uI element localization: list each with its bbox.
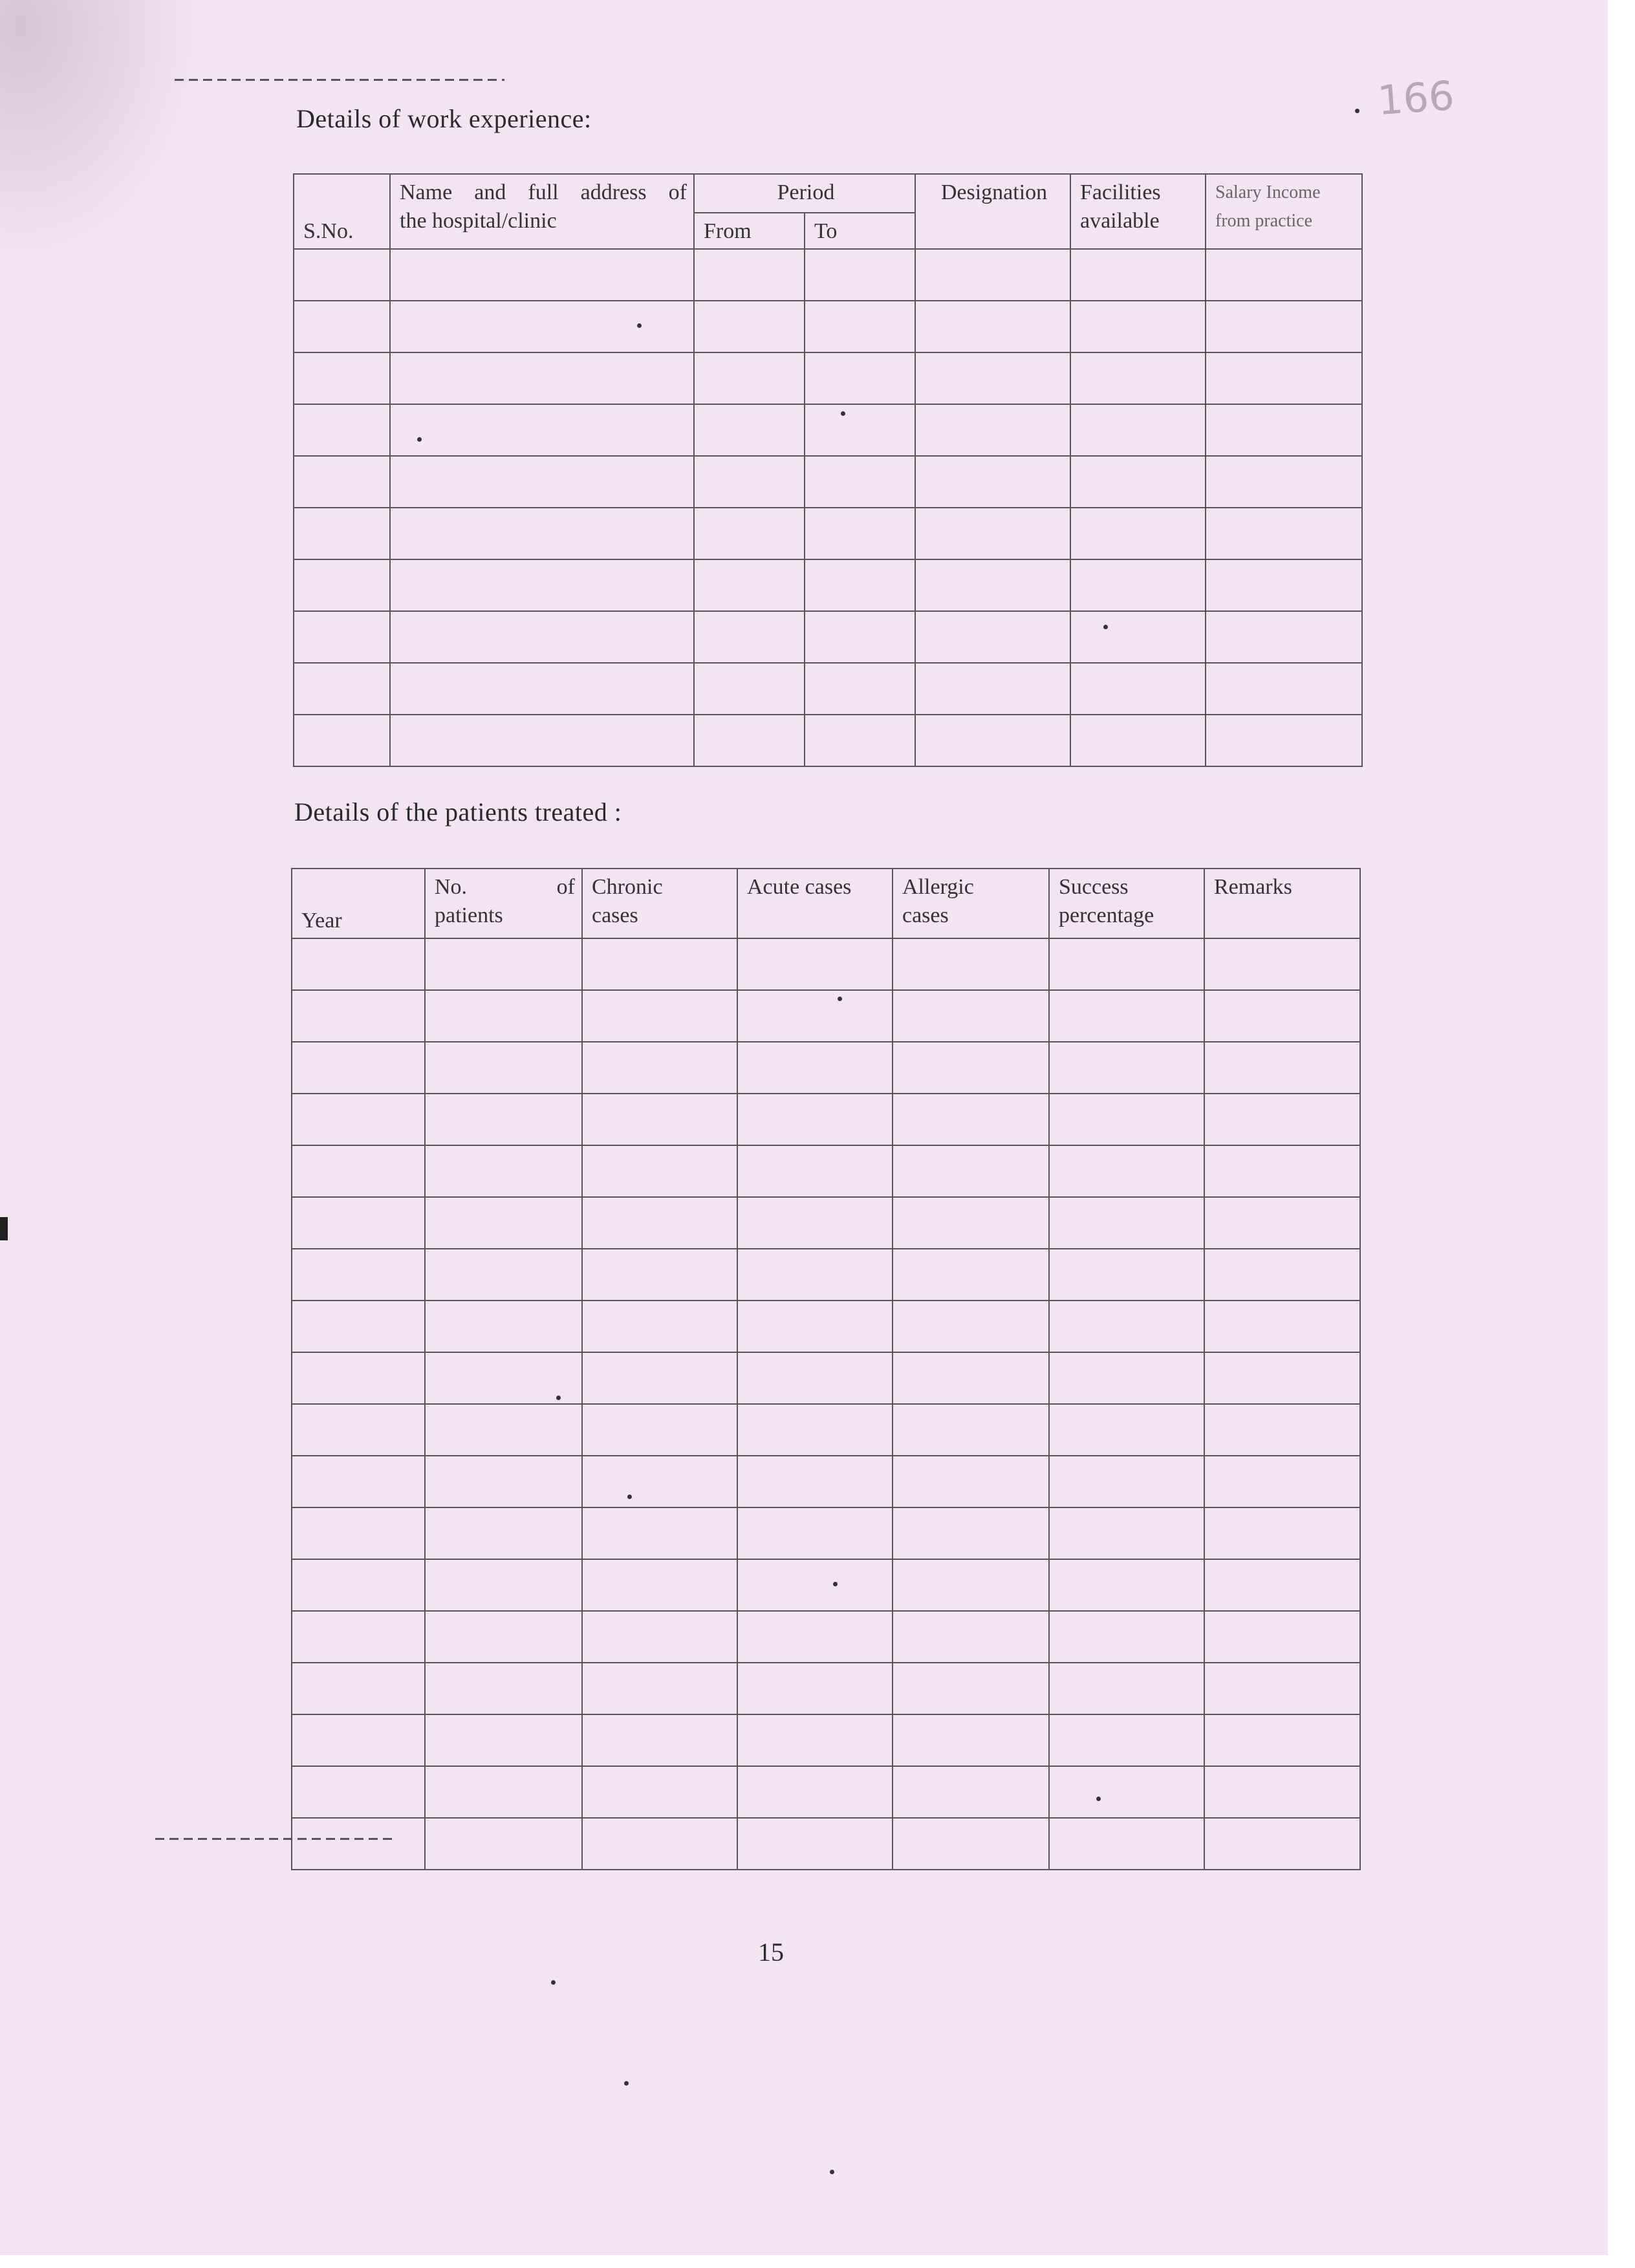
scan-speck (627, 1495, 632, 1499)
blank-entry-cell[interactable] (292, 1611, 425, 1663)
blank-entry-cell[interactable] (915, 404, 1070, 456)
blank-entry-cell[interactable] (694, 663, 805, 715)
blank-entry-cell[interactable] (893, 1094, 1049, 1145)
blank-entry-cell[interactable] (582, 1714, 737, 1766)
section-heading-work-experience: Details of work experience: (296, 104, 592, 133)
header-designation-label: Designation (940, 180, 1048, 204)
blank-entry-cell[interactable] (294, 352, 390, 404)
blank-entry-cell[interactable] (292, 1301, 425, 1352)
blank-entry-cell[interactable] (694, 559, 805, 611)
table-row (294, 508, 1362, 559)
blank-entry-cell[interactable] (1049, 1818, 1204, 1870)
table-row (292, 1352, 1360, 1404)
blank-entry-cell[interactable] (805, 301, 915, 352)
blank-entry-cell[interactable] (425, 1042, 582, 1094)
blank-entry-cell[interactable] (294, 663, 390, 715)
table-row (294, 663, 1362, 715)
scan-speck (841, 411, 845, 416)
header-to-label: To (814, 219, 838, 243)
blank-entry-cell[interactable] (582, 1301, 737, 1352)
blank-entry-cell[interactable] (390, 352, 694, 404)
blank-entry-cell[interactable] (425, 1559, 582, 1611)
scan-speck (637, 323, 642, 328)
blank-entry-cell[interactable] (694, 456, 805, 508)
table-row (292, 1611, 1360, 1663)
blank-entry-cell[interactable] (1070, 663, 1206, 715)
blank-entry-cell[interactable] (1204, 1404, 1360, 1456)
table-row (292, 1249, 1360, 1301)
blank-entry-cell[interactable] (292, 1404, 425, 1456)
header-success (1049, 869, 1204, 938)
blank-entry-cell[interactable] (805, 456, 915, 508)
blank-entry-cell[interactable] (805, 611, 915, 663)
blank-entry-cell[interactable] (1049, 1611, 1204, 1663)
blank-entry-cell[interactable] (694, 404, 805, 456)
blank-entry-cell[interactable] (1206, 611, 1362, 663)
blank-entry-cell[interactable] (294, 611, 390, 663)
blank-entry-cell[interactable] (292, 1714, 425, 1766)
blank-entry-cell[interactable] (1070, 249, 1206, 301)
blank-entry-cell[interactable] (915, 456, 1070, 508)
blank-entry-cell[interactable] (292, 1507, 425, 1559)
blank-entry-cell[interactable] (1204, 1352, 1360, 1404)
blank-entry-cell[interactable] (737, 1197, 893, 1249)
blank-entry-cell[interactable] (1206, 559, 1362, 611)
blank-entry-cell[interactable] (1204, 938, 1360, 990)
blank-entry-cell[interactable] (805, 663, 915, 715)
blank-entry-cell[interactable] (1204, 1094, 1360, 1145)
blank-entry-cell[interactable] (893, 1249, 1049, 1301)
blank-entry-cell[interactable] (1204, 1042, 1360, 1094)
header-success-line1: Success (1059, 875, 1129, 899)
blank-entry-cell[interactable] (694, 611, 805, 663)
blank-entry-cell[interactable] (1204, 1714, 1360, 1766)
blank-entry-cell[interactable] (425, 1145, 582, 1197)
header-facilities (1070, 174, 1206, 249)
blank-entry-cell[interactable] (893, 1714, 1049, 1766)
patients-treated-table (291, 868, 1361, 1870)
blank-entry-cell[interactable] (737, 1404, 893, 1456)
header-salary-line2: from practice (1215, 211, 1313, 231)
blank-entry-cell[interactable] (737, 1714, 893, 1766)
table-row (292, 1663, 1360, 1714)
scan-margin-right (1608, 0, 1635, 2268)
table-row (292, 1094, 1360, 1145)
blank-entry-cell[interactable] (1206, 663, 1362, 715)
blank-entry-cell[interactable] (737, 1818, 893, 1870)
blank-entry-cell[interactable] (893, 1301, 1049, 1352)
blank-entry-cell[interactable] (1049, 1145, 1204, 1197)
blank-entry-cell[interactable] (1206, 456, 1362, 508)
blank-entry-cell[interactable] (1070, 352, 1206, 404)
blank-entry-cell[interactable] (737, 1249, 893, 1301)
table-row (292, 1766, 1360, 1818)
scan-margin-bottom (0, 2255, 1635, 2268)
blank-entry-cell[interactable] (582, 990, 737, 1042)
blank-entry-cell[interactable] (390, 249, 694, 301)
blank-entry-cell[interactable] (1070, 456, 1206, 508)
blank-entry-cell[interactable] (694, 249, 805, 301)
blank-entry-cell[interactable] (390, 715, 694, 766)
scan-speck (624, 2081, 629, 2086)
header-remarks-label: Remarks (1214, 875, 1292, 899)
blank-entry-cell[interactable] (1204, 990, 1360, 1042)
blank-entry-cell[interactable] (425, 1766, 582, 1818)
table-row (292, 990, 1360, 1042)
blank-entry-cell[interactable] (1206, 249, 1362, 301)
header-year-label: Year (301, 909, 342, 933)
blank-entry-cell[interactable] (425, 1818, 582, 1870)
blank-entry-cell[interactable] (294, 508, 390, 559)
header-allergic-line1: Allergic (902, 875, 974, 899)
blank-entry-cell[interactable] (582, 1766, 737, 1818)
blank-entry-cell[interactable] (425, 1094, 582, 1145)
handwritten-page-note: 166 (1376, 71, 1456, 125)
blank-entry-cell[interactable] (582, 1404, 737, 1456)
header-chronic-line2: cases (592, 903, 638, 927)
blank-entry-cell[interactable] (737, 1301, 893, 1352)
blank-entry-cell[interactable] (915, 508, 1070, 559)
table-row (292, 1714, 1360, 1766)
table-row (292, 1042, 1360, 1094)
blank-entry-cell[interactable] (1070, 559, 1206, 611)
blank-entry-cell[interactable] (425, 938, 582, 990)
blank-entry-cell[interactable] (294, 559, 390, 611)
blank-entry-cell[interactable] (292, 1094, 425, 1145)
header-name-address-line1: Name and full address of (400, 180, 687, 204)
blank-entry-cell[interactable] (805, 249, 915, 301)
blank-entry-cell[interactable] (1204, 1507, 1360, 1559)
table-row (294, 611, 1362, 663)
blank-entry-cell[interactable] (582, 1663, 737, 1714)
blank-entry-cell[interactable] (1049, 1352, 1204, 1404)
scan-speck (1103, 625, 1108, 629)
blank-entry-cell[interactable] (425, 1404, 582, 1456)
header-facilities-line2: available (1080, 209, 1160, 233)
blank-entry-cell[interactable] (893, 1663, 1049, 1714)
table-row (292, 1301, 1360, 1352)
blank-entry-cell[interactable] (805, 404, 915, 456)
blank-entry-cell[interactable] (1049, 1507, 1204, 1559)
blank-entry-cell[interactable] (1204, 1249, 1360, 1301)
blank-entry-cell[interactable] (915, 301, 1070, 352)
scan-speck (830, 2170, 834, 2174)
scan-speck (838, 997, 842, 1001)
blank-entry-cell[interactable] (390, 456, 694, 508)
blank-entry-cell[interactable] (805, 559, 915, 611)
blank-entry-cell[interactable] (425, 1249, 582, 1301)
table-row (292, 1559, 1360, 1611)
blank-entry-cell[interactable] (1204, 1559, 1360, 1611)
blank-entry-cell[interactable] (893, 1352, 1049, 1404)
blank-entry-cell[interactable] (1049, 1197, 1204, 1249)
blank-entry-cell[interactable] (294, 715, 390, 766)
blank-entry-cell[interactable] (425, 1663, 582, 1714)
blank-entry-cell[interactable] (893, 1818, 1049, 1870)
blank-entry-cell[interactable] (805, 352, 915, 404)
blank-entry-cell[interactable] (582, 1094, 737, 1145)
work-header-row (294, 174, 1362, 213)
blank-entry-cell[interactable] (292, 938, 425, 990)
blank-entry-cell[interactable] (805, 715, 915, 766)
scan-shadow (0, 0, 207, 272)
blank-entry-cell[interactable] (737, 1352, 893, 1404)
blank-entry-cell[interactable] (582, 1507, 737, 1559)
blank-entry-cell[interactable] (292, 1352, 425, 1404)
blank-entry-cell[interactable] (1049, 1559, 1204, 1611)
blank-entry-cell[interactable] (694, 301, 805, 352)
blank-entry-cell[interactable] (1049, 1663, 1204, 1714)
table-row (292, 1197, 1360, 1249)
blank-entry-cell[interactable] (737, 1042, 893, 1094)
header-acute (737, 869, 893, 938)
header-name-address (390, 174, 694, 249)
blank-entry-cell[interactable] (425, 1714, 582, 1766)
blank-entry-cell[interactable] (1070, 301, 1206, 352)
work-table-body (294, 249, 1362, 766)
blank-entry-cell[interactable] (1204, 1663, 1360, 1714)
header-salary-line1: Salary Income (1215, 182, 1321, 202)
scan-speck (556, 1396, 561, 1400)
header-year (292, 869, 425, 938)
blank-entry-cell[interactable] (582, 1042, 737, 1094)
header-to (805, 213, 915, 249)
header-chronic-line1: Chronic (592, 875, 663, 899)
blank-entry-cell[interactable] (1049, 1456, 1204, 1507)
blank-entry-cell[interactable] (1049, 938, 1204, 990)
scan-speck (417, 437, 422, 442)
blank-entry-cell[interactable] (1049, 1766, 1204, 1818)
blank-entry-cell[interactable] (1206, 404, 1362, 456)
header-num-patients (425, 869, 582, 938)
scan-speck (1096, 1797, 1101, 1801)
work-experience-table (293, 173, 1363, 767)
blank-entry-cell[interactable] (893, 1197, 1049, 1249)
blank-entry-cell[interactable] (1204, 1197, 1360, 1249)
blank-entry-cell[interactable] (893, 1507, 1049, 1559)
blank-entry-cell[interactable] (1206, 301, 1362, 352)
table-row (292, 1456, 1360, 1507)
blank-entry-cell[interactable] (582, 1456, 737, 1507)
blank-entry-cell[interactable] (737, 1145, 893, 1197)
blank-entry-cell[interactable] (582, 1559, 737, 1611)
blank-entry-cell[interactable] (1206, 352, 1362, 404)
header-period-label: Period (777, 180, 835, 204)
blank-entry-cell[interactable] (1070, 611, 1206, 663)
blank-entry-cell[interactable] (292, 1559, 425, 1611)
blank-entry-cell[interactable] (582, 1145, 737, 1197)
blank-entry-cell[interactable] (1049, 1301, 1204, 1352)
blank-entry-cell[interactable] (893, 1042, 1049, 1094)
blank-entry-cell[interactable] (582, 1197, 737, 1249)
blank-entry-cell[interactable] (1204, 1301, 1360, 1352)
blank-entry-cell[interactable] (893, 1456, 1049, 1507)
scan-speck (833, 1582, 838, 1586)
blank-entry-cell[interactable] (1049, 1714, 1204, 1766)
blank-entry-cell[interactable] (893, 1766, 1049, 1818)
blank-entry-cell[interactable] (582, 1611, 737, 1663)
blank-entry-cell[interactable] (915, 559, 1070, 611)
blank-entry-cell[interactable] (294, 404, 390, 456)
blank-entry-cell[interactable] (1049, 1249, 1204, 1301)
header-allergic (893, 869, 1049, 938)
table-row (294, 715, 1362, 766)
blank-entry-cell[interactable] (425, 990, 582, 1042)
blank-entry-cell[interactable] (1049, 1042, 1204, 1094)
blank-entry-cell[interactable] (737, 938, 893, 990)
blank-entry-cell[interactable] (737, 1611, 893, 1663)
blank-entry-cell[interactable] (582, 1249, 737, 1301)
table-row (294, 456, 1362, 508)
blank-entry-cell[interactable] (425, 1456, 582, 1507)
blank-entry-cell[interactable] (1204, 1818, 1360, 1870)
scan-edge-mark (0, 1217, 8, 1240)
blank-entry-cell[interactable] (1049, 1094, 1204, 1145)
blank-entry-cell[interactable] (1204, 1766, 1360, 1818)
header-sno (294, 174, 390, 249)
scan-speck (551, 1980, 556, 1985)
blank-entry-cell[interactable] (893, 990, 1049, 1042)
blank-entry-cell[interactable] (292, 990, 425, 1042)
blank-entry-cell[interactable] (694, 715, 805, 766)
header-num-patients-line2: patients (435, 903, 503, 927)
blank-entry-cell[interactable] (737, 1559, 893, 1611)
header-acute-label: Acute cases (747, 875, 852, 899)
blank-entry-cell[interactable] (390, 508, 694, 559)
blank-entry-cell[interactable] (893, 1559, 1049, 1611)
blank-entry-cell[interactable] (893, 1611, 1049, 1663)
blank-entry-cell[interactable] (425, 1301, 582, 1352)
table-row (294, 249, 1362, 301)
blank-entry-cell[interactable] (390, 663, 694, 715)
header-sno-label: S.No. (303, 219, 354, 243)
header-name-address-line2: the hospital/clinic (400, 209, 557, 233)
blank-entry-cell[interactable] (694, 508, 805, 559)
blank-entry-cell[interactable] (292, 1042, 425, 1094)
header-facilities-line1: Facilities (1080, 180, 1161, 204)
table-row (294, 301, 1362, 352)
page-number: 15 (758, 1938, 784, 1967)
blank-entry-cell[interactable] (1206, 715, 1362, 766)
blank-entry-cell[interactable] (737, 990, 893, 1042)
blank-entry-cell[interactable] (893, 1145, 1049, 1197)
scan-artifact-line (175, 79, 504, 81)
blank-entry-cell[interactable] (1204, 1611, 1360, 1663)
blank-entry-cell[interactable] (294, 301, 390, 352)
header-num-patients-line1: No. of (435, 875, 575, 899)
blank-entry-cell[interactable] (425, 1611, 582, 1663)
blank-entry-cell[interactable] (805, 508, 915, 559)
blank-entry-cell[interactable] (1206, 508, 1362, 559)
blank-entry-cell[interactable] (292, 1145, 425, 1197)
blank-entry-cell[interactable] (292, 1197, 425, 1249)
blank-entry-cell[interactable] (292, 1249, 425, 1301)
blank-entry-cell[interactable] (292, 1663, 425, 1714)
blank-entry-cell[interactable] (1070, 715, 1206, 766)
blank-entry-cell[interactable] (425, 1197, 582, 1249)
header-chronic (582, 869, 737, 938)
header-designation (915, 174, 1070, 249)
blank-entry-cell[interactable] (582, 1818, 737, 1870)
blank-entry-cell[interactable] (915, 663, 1070, 715)
blank-entry-cell[interactable] (737, 1094, 893, 1145)
table-row (292, 1145, 1360, 1197)
blank-entry-cell[interactable] (292, 1456, 425, 1507)
blank-entry-cell[interactable] (1204, 1145, 1360, 1197)
header-allergic-line2: cases (902, 903, 949, 927)
header-success-line2: percentage (1059, 903, 1154, 927)
blank-entry-cell[interactable] (582, 938, 737, 990)
blank-entry-cell[interactable] (893, 1404, 1049, 1456)
blank-entry-cell[interactable] (1070, 404, 1206, 456)
blank-entry-cell[interactable] (1204, 1456, 1360, 1507)
blank-entry-cell[interactable] (294, 249, 390, 301)
blank-entry-cell[interactable] (737, 1456, 893, 1507)
blank-entry-cell[interactable] (390, 301, 694, 352)
scan-speck (1355, 109, 1359, 113)
table-row (294, 404, 1362, 456)
blank-entry-cell[interactable] (1049, 1404, 1204, 1456)
blank-entry-cell[interactable] (737, 1663, 893, 1714)
header-remarks (1204, 869, 1360, 938)
blank-entry-cell[interactable] (390, 611, 694, 663)
blank-entry-cell[interactable] (390, 559, 694, 611)
header-salary (1206, 174, 1362, 249)
table-row (292, 1818, 1360, 1870)
blank-entry-cell[interactable] (915, 715, 1070, 766)
header-from (694, 213, 805, 249)
blank-entry-cell[interactable] (737, 1507, 893, 1559)
blank-entry-cell[interactable] (915, 611, 1070, 663)
blank-entry-cell[interactable] (1070, 508, 1206, 559)
blank-entry-cell[interactable] (915, 249, 1070, 301)
table-row (292, 1404, 1360, 1456)
table-row (292, 938, 1360, 990)
table-row (294, 352, 1362, 404)
blank-entry-cell[interactable] (694, 352, 805, 404)
blank-entry-cell[interactable] (294, 456, 390, 508)
blank-entry-cell[interactable] (582, 1352, 737, 1404)
header-period (694, 174, 915, 213)
blank-entry-cell[interactable] (915, 352, 1070, 404)
blank-entry-cell[interactable] (893, 938, 1049, 990)
blank-entry-cell[interactable] (737, 1766, 893, 1818)
blank-entry-cell[interactable] (425, 1507, 582, 1559)
header-from-label: From (704, 219, 752, 243)
patients-header-row (292, 869, 1360, 938)
table-row (294, 559, 1362, 611)
section-heading-patients-treated: Details of the patients treated : (294, 797, 622, 826)
blank-entry-cell[interactable] (390, 404, 694, 456)
table-row (292, 1507, 1360, 1559)
patients-table-body (292, 938, 1360, 1870)
blank-entry-cell[interactable] (292, 1766, 425, 1818)
blank-entry-cell[interactable] (292, 1818, 425, 1870)
blank-entry-cell[interactable] (1049, 990, 1204, 1042)
